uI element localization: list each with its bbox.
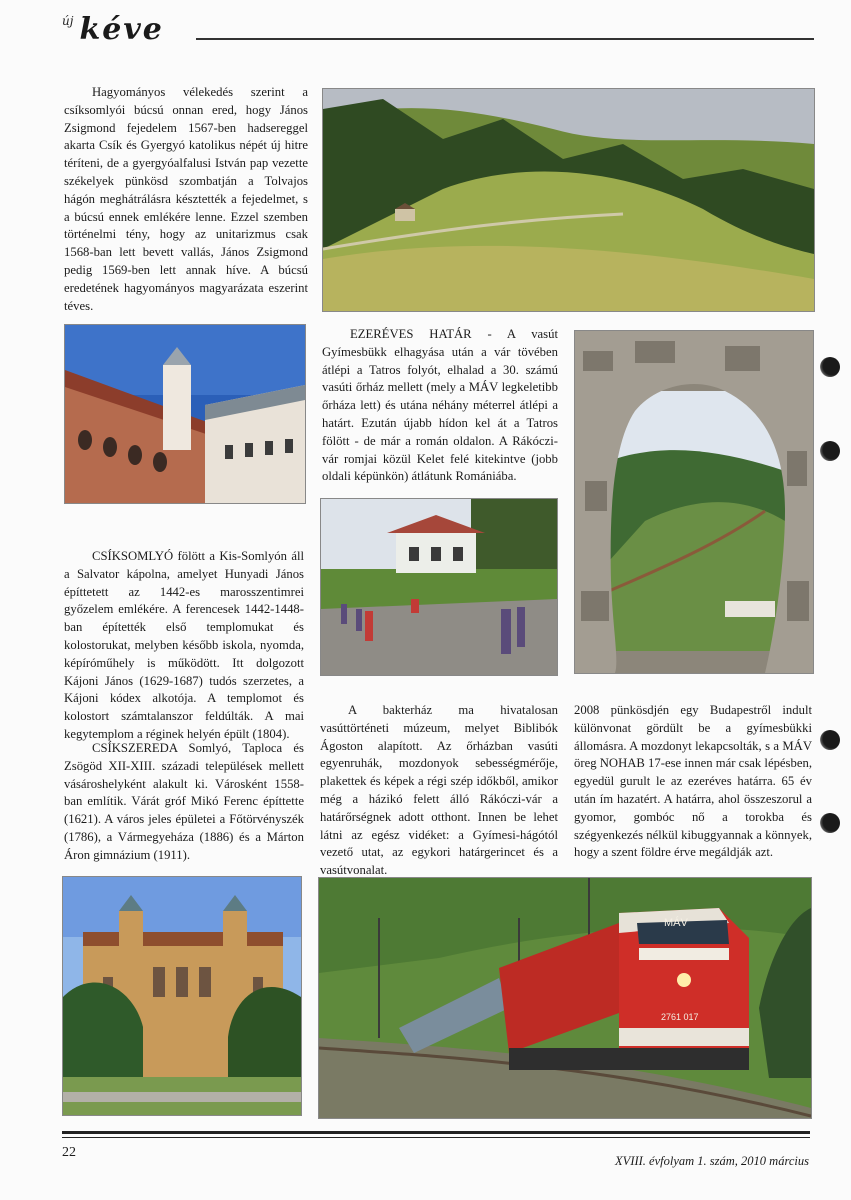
paragraph-csiksomlyo-bucsu: Hagyományos vélekedés szerint a csíksomlyói búcsú onnan ered, hogy János Zsigmond fejedelem 1567-ben hadsereggel akarta Csík és Gyergyó katolikus népét új hitre téríteni, de a gyergyóalfalusi István pap vezette székelyek pünkösd szombatján a Tolvajos hágón meghátrálásra késztették a fejedelmet, s a búcsú ennek emlékére lenne. Ezzel szemben történelmi tény, hogy az unitarizmus csak 1568-ban lett bevett vallás, János Zsigmond pedig 1569-ben lett annak híve. A búcsú eredetének hagyományos magyarázata eszerint téves.	[64, 85, 308, 313]
photo-rakoczi-castle-ruin	[574, 330, 814, 674]
photo-csikszereda-building	[62, 876, 302, 1116]
footer-rule-thin	[62, 1137, 810, 1138]
footer-rule	[62, 1131, 810, 1134]
paragraph-nohab-return: 2008 pünkösdjén egy Budapestről indult különvonat gördült be a gyímesbükki állomásra. A mozdonyt lekapcsolták, s a MÁV öreg NOHAB 17-ese innen már csak lépésben, egyedül gurult le az ezeréves határra. 65 év után ím hazatért. A határra, ahol összeszorul a gyomor, gombóc nő a torokba és szégyenkezés nélkül kibuggyannak a könnyek, hogy a szent földre érve megáldják azt.	[574, 703, 812, 860]
page-number: 22	[62, 1145, 76, 1160]
logo-small-text: új	[62, 14, 74, 28]
issue-info: XVIII. évfolyam 1. szám, 2010 március	[615, 1154, 809, 1168]
paragraph-ezereves-hatar: EZERÉVES HATÁR - A vasút Gyímesbükk elhagyása után a vár tövében átlépi a Tatros folyót, elhalad a 30. számú vasúti őrház mellett (mely a MÁV legkeletibb őrháza lett) és utána néhány méterrel átlépi a határt. Ezután újabb hídon kel át a Tatros fölött - de már a román oldalon. A Rákóczi-vár romjai közül Kelet felé kitekintve (jobb oldali képünkön) átlátunk Romániába.	[322, 327, 558, 484]
logo-main-text: kéve	[79, 12, 164, 47]
photo-railway-guardhouse	[320, 498, 558, 676]
punch-hole	[820, 730, 840, 750]
punch-hole	[820, 357, 840, 377]
magazine-logo	[62, 12, 164, 52]
photo-csiksomlyo-church	[64, 324, 306, 504]
header-rule	[196, 38, 814, 40]
photo-nohab-locomotive	[318, 877, 812, 1119]
paragraph-csikszereda: CSÍKSZEREDA Somlyó, Taploca és Zsögöd XII-XIII. századi települések mellett vásároshelyként alakult ki. Városként 1558-ban említik. Várát gróf Mikó Ferenc építtette (1621). A város jeles épületei a Főtörvényszék (1786), a Vármegyeháza (1886) és a Márton Áron gimnázium (1911).	[64, 741, 304, 862]
punch-hole	[820, 441, 840, 461]
photo-mountain-meadow	[322, 88, 815, 312]
paragraph-bakterhaz: A bakterház ma hivatalosan vasúttörténeti múzeum, melyet Biblibók Ágoston alapított. Az őrházban vasúti egyenruhák, mozdonyok sebességmérője, plakettek és képek a régi szép időkből, amikor még a házikó felett álló Rákóczi-vár a határőrségnek adott otthont. Innen be lehet látni az egész vidéket: a Gyímesi-hágótól vezető utat, az egykori határgerincet és a vasútvonalat.	[320, 703, 558, 878]
punch-hole	[820, 813, 840, 833]
locomotive-number-label: 2761 017	[661, 1012, 699, 1022]
locomotive-brand-label: MÁV	[664, 917, 688, 929]
paragraph-csiksomlyo-kapolna: CSÍKSOMLYÓ fölött a Kis-Somlyón áll a Salvator kápolna, amelyet Hunyadi János építtetett az 1442-es marosszentimrei győzelem emlékére. A ferencesek 1442-1448-ban építették első templomukat és kolostorukat, melyben később iskola, nyomda, képíróműhely is működött. Itt dolgozott Kájoni János (1629-1687) tudós szerzetes, a Kájoni kódex alkotója. A templomot és kolostort számtalanszor feldúlták. A mai kegytemplom a réginek helyén épült (1804).	[64, 549, 304, 741]
